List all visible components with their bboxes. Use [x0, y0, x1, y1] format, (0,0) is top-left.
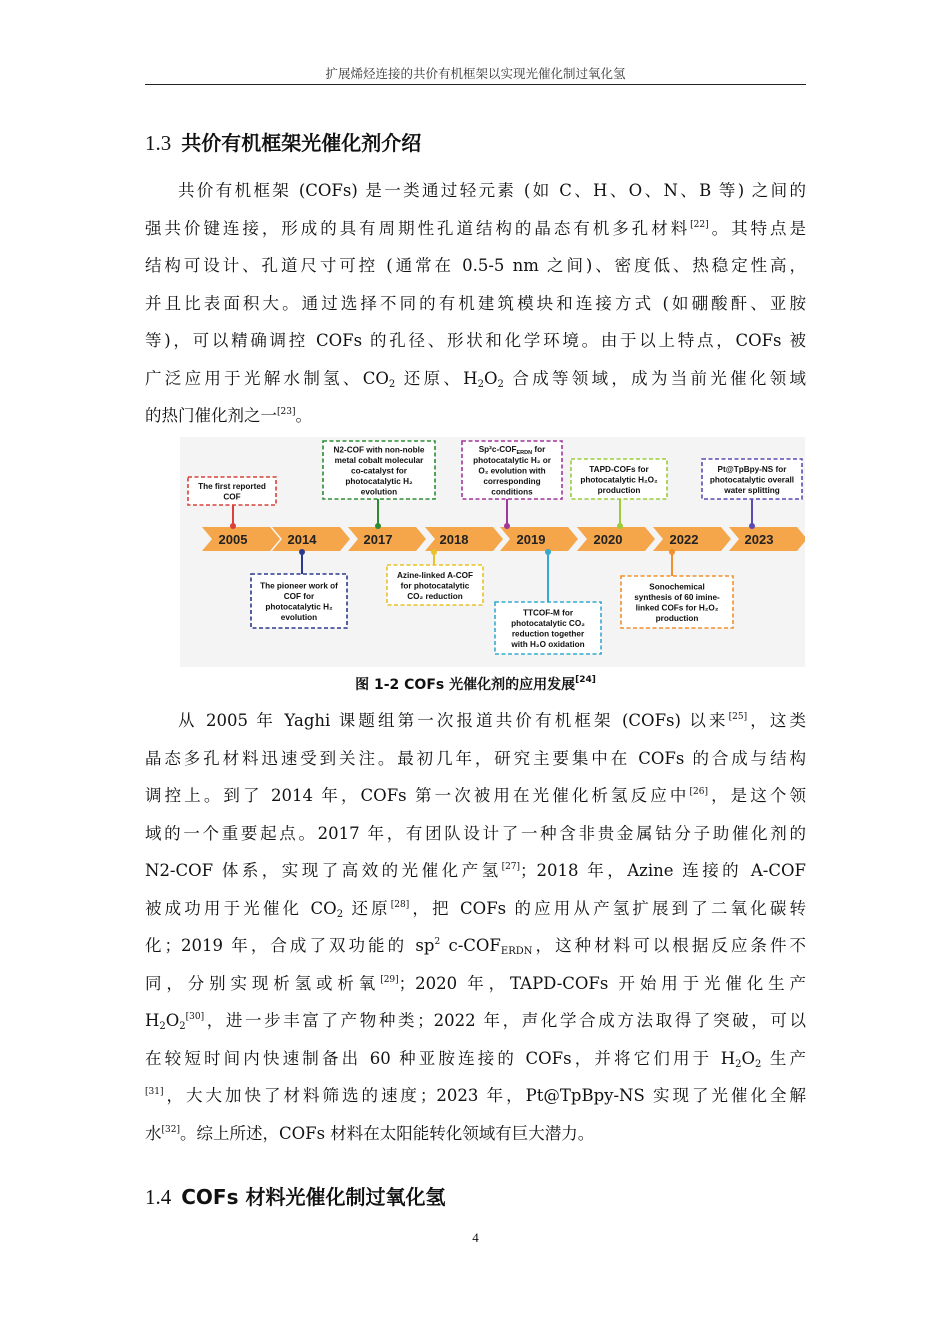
text-line — [145, 890, 806, 928]
caption-text: 图 1-2 COFs 光催化剂的应用发展 — [355, 677, 576, 693]
citation: [27] — [501, 862, 521, 872]
text-line — [145, 397, 806, 435]
section-heading-1-3 — [145, 127, 421, 156]
text-run: ；2020 年，TAPD-COFs 开始用于光催化生产 — [398, 973, 807, 993]
text-run: ，是这个领 — [707, 786, 807, 805]
figure-caption — [145, 674, 806, 694]
connector-dot — [545, 549, 551, 555]
milestone-text: TTCOF-M for — [522, 608, 574, 618]
text-run: 同，分别实现析氢或析氧 — [145, 973, 381, 993]
connector-dot — [431, 549, 437, 555]
milestone-text: TAPD-COFs for — [589, 464, 649, 474]
milestone-text: metal cobalt molecular — [334, 455, 424, 465]
text-run: 调控上。到了 2014 年，COFs 第一次被用在光催化析氢反应中 — [145, 786, 690, 805]
milestone-text: Sp²c-$COF_{ERDN}$ for — [478, 445, 546, 456]
text-run: O — [165, 1011, 180, 1030]
paragraph-intro — [145, 172, 806, 435]
milestone-text: conditions — [491, 487, 533, 497]
subscript: 2 — [179, 1021, 186, 1032]
milestone-box — [462, 441, 562, 499]
year-label: 2023 — [744, 532, 774, 547]
section-title: COFs 材料光催化制过氧化氢 — [181, 1185, 446, 1209]
year-label: 2019 — [516, 532, 546, 547]
milestone-box — [621, 576, 733, 628]
text-run: 共价有机框架 (COFs) 是一类通过轻元素 (如 C、H、O、N、B 等) 之间的 — [178, 181, 806, 200]
year-label: 2014 — [287, 532, 317, 547]
subscript: ERDN — [500, 946, 533, 957]
page-number: 4 — [472, 1230, 479, 1245]
connector-dot — [504, 523, 510, 529]
text-run: 的热门催化剂之一 — [145, 406, 277, 425]
text-line — [145, 210, 806, 248]
milestone-text: The first reported — [198, 482, 266, 491]
milestone-box — [702, 459, 802, 499]
text-line — [145, 965, 806, 1003]
text-line — [145, 927, 806, 965]
connector-dot — [299, 549, 305, 555]
milestone-text: production — [655, 614, 699, 623]
citation: [25] — [728, 712, 748, 722]
text-run: 从 2005 年 Yaghi 课题组第一次报道共价有机框架 (COFs) 以来 — [178, 711, 729, 730]
text-run: 等)，可以精确调控 COFs 的孔径、形状和化学环境。由于以上特点，COFs 被 — [145, 331, 806, 350]
text-line — [145, 1077, 806, 1115]
milestone-text: evolution — [360, 487, 398, 497]
text-run: 还原 — [343, 898, 391, 918]
header-rule — [145, 84, 806, 85]
text-run: 结构可设计、孔道尺寸可控 (通常在 0.5-5 nm 之间)、密度低、热稳定性高， — [145, 256, 806, 275]
paragraph-history — [145, 702, 806, 1152]
connector-dot — [617, 523, 623, 529]
text-run: N2-COF 体系，实现了高效的光催化产氢 — [145, 861, 502, 880]
milestone-text: COF for — [283, 592, 315, 601]
text-run: 晶态多孔材料迅速受到关注。最初几年，研究主要集中在 COFs 的合成与结构 — [145, 748, 806, 768]
text-run: ；2018 年，Azine 连接的 A-COF — [520, 861, 806, 880]
subscript: 2 — [388, 378, 396, 390]
citation: [22] — [690, 219, 709, 230]
milestone-text: corresponding — [483, 477, 541, 486]
citation: [30] — [185, 1012, 205, 1022]
text-run: 。 — [295, 406, 312, 425]
milestone-text: production — [597, 485, 641, 495]
text-run: O — [741, 1048, 756, 1068]
text-run: 被成功用于光催化 CO — [145, 898, 337, 918]
milestone-box — [387, 565, 483, 605]
year-label: 2018 — [439, 532, 469, 547]
text-line — [145, 702, 806, 740]
text-run: H — [145, 1011, 160, 1030]
milestone-text: synthesis of 60 imine- — [634, 593, 720, 602]
text-line — [145, 172, 806, 210]
citation: [32] — [161, 1124, 180, 1135]
text-run: 在较短时间内快速制备出 60 种亚胺连接的 COFs，并将它们用于 H — [145, 1048, 736, 1068]
milestone-box — [251, 574, 347, 628]
year-label: 2020 — [593, 532, 623, 547]
subscript: 2 — [159, 1021, 166, 1032]
milestone-text: photocatalytic H₂ — [345, 476, 413, 486]
milestone-text: reduction together — [511, 629, 585, 639]
citation: [31] — [145, 1087, 164, 1097]
milestone-text: photocatalytic CO₂ — [511, 619, 585, 628]
milestone-text: with H₂O oxidation — [511, 640, 585, 649]
text-line — [145, 1040, 806, 1078]
text-run: O — [483, 368, 498, 388]
milestone-box — [323, 441, 435, 499]
text-run: ，把 COFs 的应用从产氢扩展到了二氧化碳转 — [409, 898, 807, 918]
milestone-text: N2-COF with non-noble — [333, 445, 425, 455]
section-number: 1.4 — [145, 1185, 172, 1209]
milestone-text: photocatalytic overall — [709, 475, 795, 485]
section-title: 共价有机框架光催化剂介绍 — [181, 131, 422, 155]
text-run: 生产 — [761, 1048, 806, 1068]
text-line — [145, 740, 806, 778]
text-run: 域的一个重要起点。2017 年，有团队设计了一种含非贵金属钴分子助催化剂的 — [145, 823, 806, 843]
milestone-text: Azine-linked A-COF — [396, 570, 474, 580]
superscript: 2 — [434, 937, 441, 947]
year-label: 2017 — [363, 532, 393, 547]
text-run: c-COF — [440, 936, 501, 955]
citation: [24] — [575, 675, 596, 685]
subscript: 2 — [755, 1058, 762, 1070]
text-run: ，大大加快了材料筛选的速度；2023 年，Pt@TpBpy-NS 实现了光催化全解 — [163, 1086, 806, 1105]
milestone-text: for photocatalytic — [400, 581, 470, 591]
text-run: ，这种材料可以根据反应条件不 — [532, 936, 807, 955]
subscript: 2 — [497, 378, 504, 390]
subscript: 2 — [336, 908, 344, 920]
text-run: 。其特点是 — [708, 218, 807, 238]
milestone-text: evolution — [280, 613, 318, 622]
running-header: 扩展烯烃连接的共价有机框架以实现光催化制过氧化氢 — [325, 66, 626, 81]
text-run: 化；2019 年，合成了双功能的 sp — [145, 936, 435, 955]
milestone-text: photocatalytic H₂ — [265, 602, 333, 612]
text-line — [145, 1002, 806, 1040]
text-line — [145, 852, 806, 890]
milestone-text: Sonochemical — [649, 582, 705, 592]
connector-dot — [749, 523, 755, 529]
text-run: 水 — [145, 1123, 162, 1143]
citation: [26] — [689, 787, 708, 797]
connector-dot — [230, 523, 236, 529]
milestone-text: O₂ evolution with — [478, 466, 546, 476]
milestone-text: Pt@TpBpy-NS for — [717, 464, 787, 474]
year-label: 2022 — [669, 532, 699, 547]
text-line — [145, 1115, 806, 1153]
text-line — [145, 247, 806, 285]
year-label: 2005 — [218, 532, 248, 547]
citation: [23] — [277, 407, 296, 417]
section-number: 1.3 — [145, 131, 172, 155]
citation: [28] — [390, 899, 410, 910]
milestone-box — [188, 477, 276, 505]
timeline-figure — [180, 437, 805, 667]
milestone-text: COF — [223, 492, 241, 502]
milestone-box — [571, 459, 667, 499]
text-line — [145, 285, 806, 323]
text-run: ，这类 — [747, 711, 807, 730]
milestone-text: linked COFs for H₂O₂ — [635, 603, 719, 613]
text-line — [145, 322, 806, 360]
text-run: ，进一步丰富了产物种类；2022 年，声化学合成方法取得了突破，可以 — [204, 1011, 806, 1030]
text-run: 广泛应用于光解水制氢、CO — [145, 368, 389, 388]
text-run: 并且比表面积大。通过选择不同的有机建筑模块和连接方式 (如硼酸酐、亚胺 — [145, 293, 806, 313]
connector-dot — [669, 549, 675, 555]
text-run: 合成等领域，成为当前光催化领域 — [503, 368, 807, 388]
citation: [29] — [380, 974, 399, 985]
milestone-text: CO₂ reduction — [407, 591, 463, 601]
text-run: 强共价键连接，形成的具有周期性孔道结构的晶态有机多孔材料 — [145, 218, 691, 238]
section-heading-1-4 — [145, 1181, 445, 1210]
milestone-box — [495, 602, 601, 654]
milestone-text: The pioneer work of — [260, 581, 338, 591]
subscript: 2 — [477, 378, 484, 390]
milestone-text: photocatalytic H₂ or — [473, 456, 551, 465]
milestone-text: co-catalyst for — [351, 466, 407, 476]
text-line — [145, 777, 806, 815]
text-line — [145, 360, 806, 398]
subscript: 2 — [735, 1058, 742, 1070]
text-run: 。综上所述，COFs 材料在太阳能转化领域有巨大潜力。 — [179, 1123, 595, 1143]
text-run: 还原、H — [395, 368, 478, 388]
connector-dot — [375, 523, 381, 529]
text-line — [145, 815, 806, 853]
milestone-text: photocatalytic H₂O₂ — [580, 475, 658, 485]
milestone-text: water splitting — [724, 485, 780, 495]
